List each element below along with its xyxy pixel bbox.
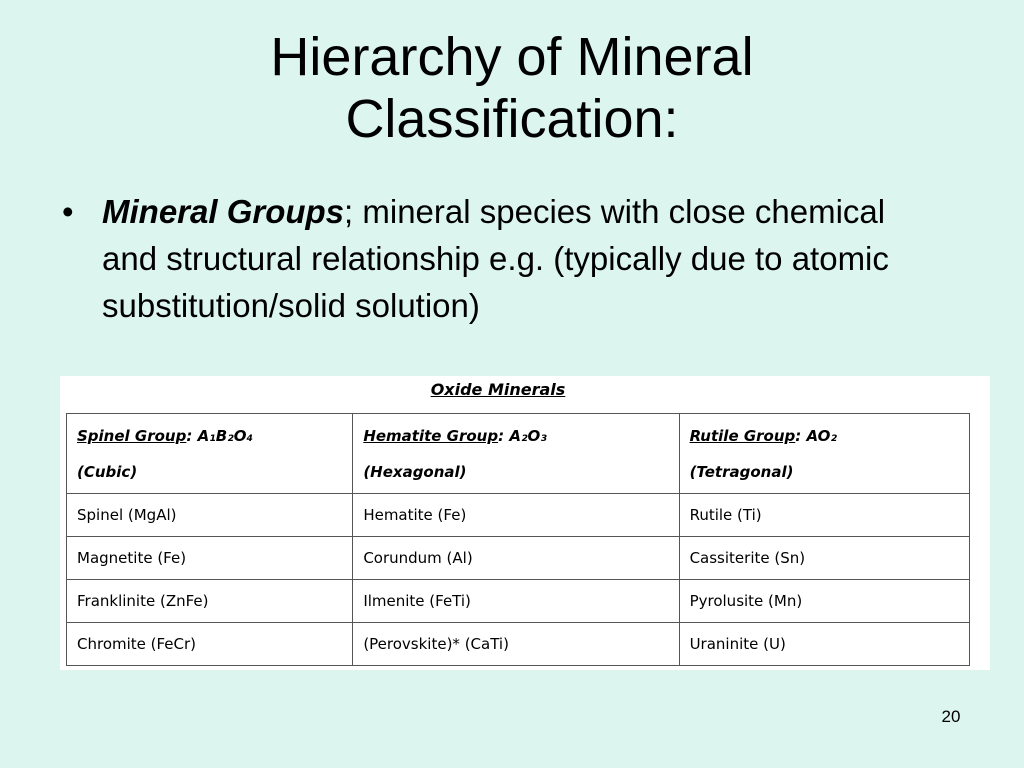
table-cell: Pyrolusite (Mn) bbox=[679, 580, 969, 623]
crystal-system: (Tetragonal) bbox=[689, 462, 794, 481]
page-number: 20 bbox=[941, 707, 961, 726]
table-cell: Uraninite (U) bbox=[679, 623, 969, 666]
table-cell: Hematite (Fe) bbox=[353, 494, 679, 537]
oxide-minerals-table bbox=[66, 413, 970, 666]
group-name: Spinel Group bbox=[77, 426, 187, 445]
table-cell: (Perovskite)* (CaTi) bbox=[353, 623, 679, 666]
group-name: Hematite Group bbox=[363, 426, 499, 445]
group-header-cell bbox=[353, 414, 679, 494]
table-header-row bbox=[67, 414, 970, 494]
table-cell: Cassiterite (Sn) bbox=[679, 537, 969, 580]
table-cell: Magnetite (Fe) bbox=[67, 537, 353, 580]
table-row bbox=[67, 537, 970, 580]
table-cell: Corundum (Al) bbox=[353, 537, 679, 580]
slide-title-line-1: Hierarchy of Mineral bbox=[270, 27, 754, 87]
table-row bbox=[67, 580, 970, 623]
table-caption: Oxide Minerals bbox=[430, 380, 566, 399]
slide-title bbox=[0, 26, 1024, 150]
oxide-minerals-panel bbox=[60, 376, 990, 670]
bullet-description: ; mineral species with close chemical and structural relationship e.g. (typically due to atomic substitution/solid solution) bbox=[102, 193, 889, 324]
crystal-system: (Hexagonal) bbox=[363, 462, 467, 481]
bullet-marker: • bbox=[62, 193, 74, 230]
crystal-system: (Cubic) bbox=[77, 462, 138, 481]
table-cell: Spinel (MgAl) bbox=[67, 494, 353, 537]
group-header-cell bbox=[679, 414, 969, 494]
table-cell: Chromite (FeCr) bbox=[67, 623, 353, 666]
group-formula: : A₂O₃ bbox=[498, 426, 547, 445]
table-cell: Franklinite (ZnFe) bbox=[67, 580, 353, 623]
group-name: Rutile Group bbox=[689, 426, 796, 445]
group-formula: : AO₂ bbox=[795, 426, 837, 445]
bullet-item bbox=[62, 188, 922, 329]
bullet-term: Mineral Groups bbox=[102, 193, 345, 230]
table-row bbox=[67, 494, 970, 537]
table-row bbox=[67, 623, 970, 666]
group-formula: : A₁B₂O₄ bbox=[186, 426, 254, 445]
slide-title-line-2: Classification: bbox=[345, 89, 679, 149]
table-cell: Ilmenite (FeTi) bbox=[353, 580, 679, 623]
group-header-cell bbox=[67, 414, 353, 494]
bullet-text bbox=[102, 188, 922, 329]
table-cell: Rutile (Ti) bbox=[679, 494, 969, 537]
